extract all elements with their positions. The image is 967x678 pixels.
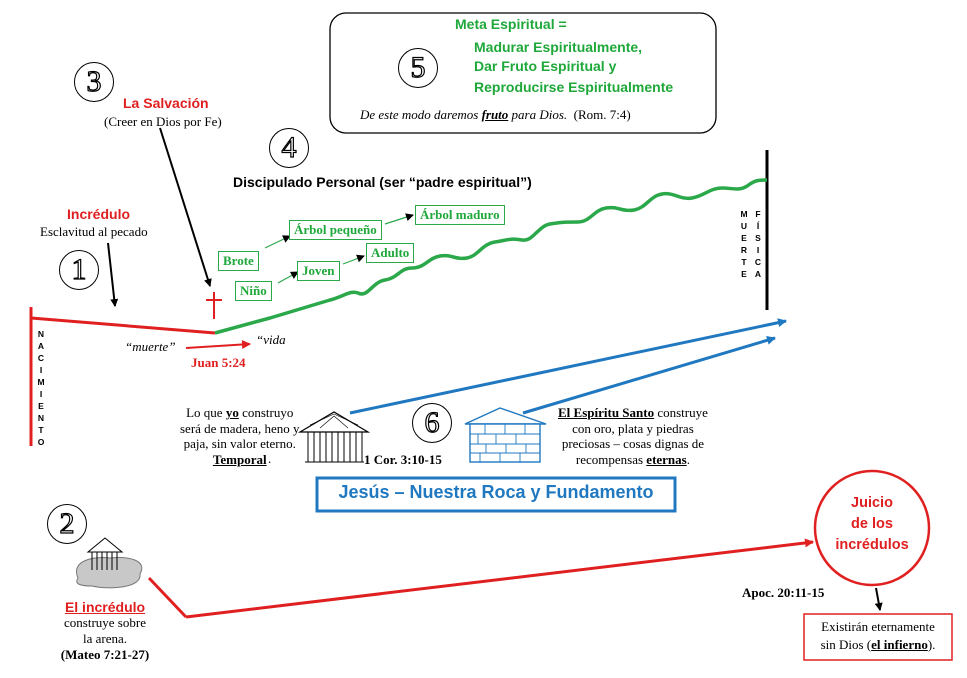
goal-quote-post: para Dios. xyxy=(508,107,568,122)
hell-link: el infierno xyxy=(871,637,928,652)
gold-works-line-3: preciosas – cosas dignas de xyxy=(561,436,705,451)
unbeliever-arrow xyxy=(108,243,115,306)
sand-line-1: construye sobre xyxy=(64,615,146,630)
judgment-line-1: Juicio xyxy=(851,495,893,511)
discipleship-title: Discipulado Personal (ser “padre espiritual”) xyxy=(233,174,532,190)
pre-salvation-line xyxy=(31,318,215,333)
wood-works-temporal-period: . xyxy=(268,451,272,466)
goal-title: Meta Espiritual = xyxy=(455,16,567,32)
wood-house-icon xyxy=(300,412,368,462)
goal-line-2: Dar Fruto Espiritual y xyxy=(474,58,617,74)
judgment-line-2: de los xyxy=(851,516,893,532)
goal-line-3: Reproducirse Espiritualmente xyxy=(474,79,674,95)
sand-house-icon xyxy=(76,538,141,588)
hell-line-1: Existirán eternamente xyxy=(821,619,935,634)
gold-works-line-1 xyxy=(558,405,708,421)
hell-line-2 xyxy=(804,636,952,654)
life-word: “vida xyxy=(256,332,286,347)
death-label-col2: F Í S I C A xyxy=(754,209,762,279)
sand-line-to-judgment xyxy=(186,542,813,617)
judgment-down-arrow xyxy=(876,588,880,610)
goal-quote xyxy=(360,107,631,123)
step-6-number: 6 xyxy=(412,403,452,443)
judgment-line-3: incrédulos xyxy=(835,537,909,553)
hell-post: ). xyxy=(927,637,936,652)
stage-joven: Joven xyxy=(297,261,340,281)
nino-to-joven-arrow xyxy=(278,272,298,283)
gold-works-line-2: con oro, plata y piedras xyxy=(572,420,694,436)
step-3-number: 3 xyxy=(74,62,114,102)
gold-works-line-4: recompensas eternas. xyxy=(575,451,690,467)
stage-nino: Niño xyxy=(235,281,272,301)
judgment-text xyxy=(815,493,929,556)
hell-pre: sin Dios ( xyxy=(820,637,872,652)
goal-quote-word: fruto xyxy=(481,107,509,122)
sand-ref: (Mateo 7:21-27) xyxy=(60,647,150,662)
joven-to-adulto-arrow xyxy=(343,256,364,264)
sand-line-2: la arena. xyxy=(82,631,128,646)
revelation-ref: Apoc. 20:11-15 xyxy=(742,585,825,600)
gold-works-spirit: El Espíritu Santo xyxy=(558,405,655,420)
wood-works-post: construyo xyxy=(238,405,294,420)
step-4-number: 4 xyxy=(269,128,309,168)
stage-arbol-maduro: Árbol maduro xyxy=(415,205,505,225)
gold-works-text xyxy=(558,405,708,467)
step-5-number: 5 xyxy=(398,48,438,88)
wood-works-line-3: paja, sin valor eterno. xyxy=(183,436,296,451)
salvation-subtitle: (Creer en Dios por Fe) xyxy=(104,114,222,129)
wood-works-temporal: Temporal xyxy=(212,451,267,467)
stage-arbol-pequeno: Árbol pequeño xyxy=(289,220,382,240)
salvation-arrow xyxy=(160,128,210,286)
wood-works-text xyxy=(180,405,299,467)
death-word: “muerte” xyxy=(125,339,176,354)
arbol-to-maduro-arrow xyxy=(385,215,413,224)
stage-adulto: Adulto xyxy=(366,243,414,263)
goal-line-1: Madurar Espiritualmente, xyxy=(474,39,643,55)
goal-quote-ref: (Rom. 7:4) xyxy=(573,107,631,122)
growth-line xyxy=(215,180,767,333)
wood-works-line-1 xyxy=(180,405,299,421)
corinthians-ref: 1 Cor. 3:10-15 xyxy=(364,452,442,467)
step-2-number: 2 xyxy=(47,504,87,544)
stage-brote: Brote xyxy=(218,251,259,271)
brote-to-arbol-arrow xyxy=(265,236,290,248)
salvation-title: La Salvación xyxy=(123,95,209,111)
death-label-col1: M U E R T E xyxy=(740,209,748,279)
sand-text xyxy=(40,599,170,663)
wood-works-line-2: será de madera, heno y xyxy=(180,420,300,436)
goal-quote-pre: De este modo daremos xyxy=(360,107,482,122)
gold-works-post: construye xyxy=(654,405,708,420)
step-1-number: 1 xyxy=(59,250,99,290)
unbeliever-subtitle: Esclavitud al pecado xyxy=(40,224,148,239)
wood-works-pre: Lo que xyxy=(186,405,226,420)
sand-title: El incrédulo xyxy=(64,599,146,615)
wood-works-yo: yo xyxy=(225,405,239,420)
hell-text xyxy=(804,618,952,654)
gold-works-pre: recompensas xyxy=(575,451,647,467)
stone-house-icon xyxy=(465,408,546,462)
death-to-life-arrow xyxy=(186,344,250,348)
john-ref: Juan 5:24 xyxy=(191,355,246,370)
birth-label: N A C I M I E N T O xyxy=(37,329,45,447)
foundation-label: Jesús – Nuestra Roca y Fundamento xyxy=(338,482,654,502)
unbeliever-title: Incrédulo xyxy=(67,206,131,222)
gold-works-eternas: eternas xyxy=(646,451,687,467)
